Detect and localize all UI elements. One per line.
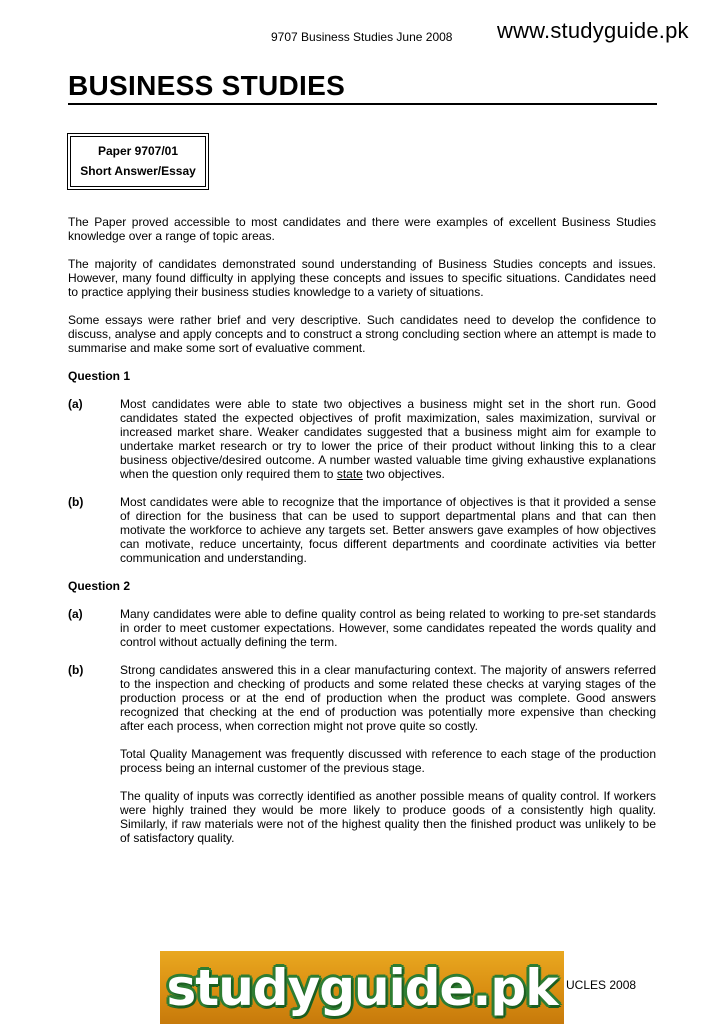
question-1a-underlined-word: state bbox=[336, 467, 363, 481]
paper-number: Paper 9707/01 bbox=[97, 144, 179, 158]
question-1b-text: Most candidates were able to recognize that the importance of objectives is that it provided a sense of direction for the business that can be used to support departmental plans and that can then motivate the workforce to achieve any targets set. Better answers gave examples of how objectives can motivate, reduce uncertainty, focus different departments and coordinate activities via better communication and understanding. bbox=[120, 495, 656, 565]
title-rule bbox=[68, 103, 657, 105]
question-2b-paragraph-1: Strong candidates answered this in a clear manufacturing context. The majority of answers referred to the inspection and checking of products and some related these checks at varying stages of the production process or at the end of production when the product was complete. Good answers recognized that checking at the end of production was potentially more expensive than checking after each process, when correction might not prove quite so costly. bbox=[120, 663, 656, 733]
copyright-notice: UCLES 2008 bbox=[566, 978, 637, 992]
studyguide-logo-text: studyguide.pk bbox=[166, 958, 558, 1017]
intro-paragraph-3: Some essays were rather brief and very descriptive. Such candidates need to develop the confidence to discuss, analyse and apply concepts and to construct a strong concluding section where an attempt is made to summarise and make some sort of evaluative comment. bbox=[68, 313, 656, 355]
page-title: BUSINESS STUDIES bbox=[68, 70, 346, 101]
intro-paragraph-1: The Paper proved accessible to most candidates and there were examples of excellent Business Studies knowledge over a range of topic areas. bbox=[68, 215, 656, 243]
question-2b-paragraph-3: The quality of inputs was correctly identified as another possible means of quality control. If workers were highly trained they would be more likely to produce goods of a consistently high quality. Similarly, if raw materials were not of the highest quality then the finished product was unlikely to be of satisfactory quality. bbox=[120, 789, 656, 845]
question-1a-text bbox=[120, 397, 656, 481]
question-1-heading: Question 1 bbox=[68, 369, 131, 383]
question-1a-text-part: Most candidates were able to state two objectives a business might set in the short run. Good candidates stated the expected objectives of profit maximization, sales maximization, survival or increased market share. Weaker candidates suggested that a business might aim for example to undertake market research or try to lower the price of their product without linking this to a clear business objective/desired outcome. A number wasted valuable time giving exhaustive explanations when the question only required them to bbox=[120, 397, 656, 481]
question-1b-label: (b) bbox=[68, 495, 84, 509]
question-1a-text-end: two objectives. bbox=[362, 467, 445, 481]
studyguide-logo[interactable] bbox=[160, 951, 564, 1024]
question-1a-label: (a) bbox=[68, 397, 83, 411]
paper-info-box bbox=[67, 133, 209, 190]
question-2a-text: Many candidates were able to define quality control as being related to working to pre-set standards in order to meet customer expectations. However, some candidates repeated the words quality and control without actually defining the term. bbox=[120, 607, 656, 649]
question-2a-label: (a) bbox=[68, 607, 83, 621]
paper-type: Short Answer/Essay bbox=[80, 164, 196, 178]
question-2b-paragraph-2: Total Quality Management was frequently discussed with reference to each stage of the production process being an internal customer of the previous stage. bbox=[120, 747, 656, 775]
site-url-link[interactable]: www.studyguide.pk bbox=[497, 18, 689, 43]
intro-paragraph-2: The majority of candidates demonstrated sound understanding of Business Studies concepts and issues. However, many found difficulty in applying these concepts and issues to specific situations. Candidates need to practice applying their business studies knowledge to a variety of situations. bbox=[68, 257, 656, 299]
exam-header-line: 9707 Business Studies June 2008 bbox=[271, 30, 453, 44]
question-2-heading: Question 2 bbox=[68, 579, 131, 593]
question-2b-label: (b) bbox=[68, 663, 84, 677]
paper-info-box-inner bbox=[70, 136, 206, 187]
